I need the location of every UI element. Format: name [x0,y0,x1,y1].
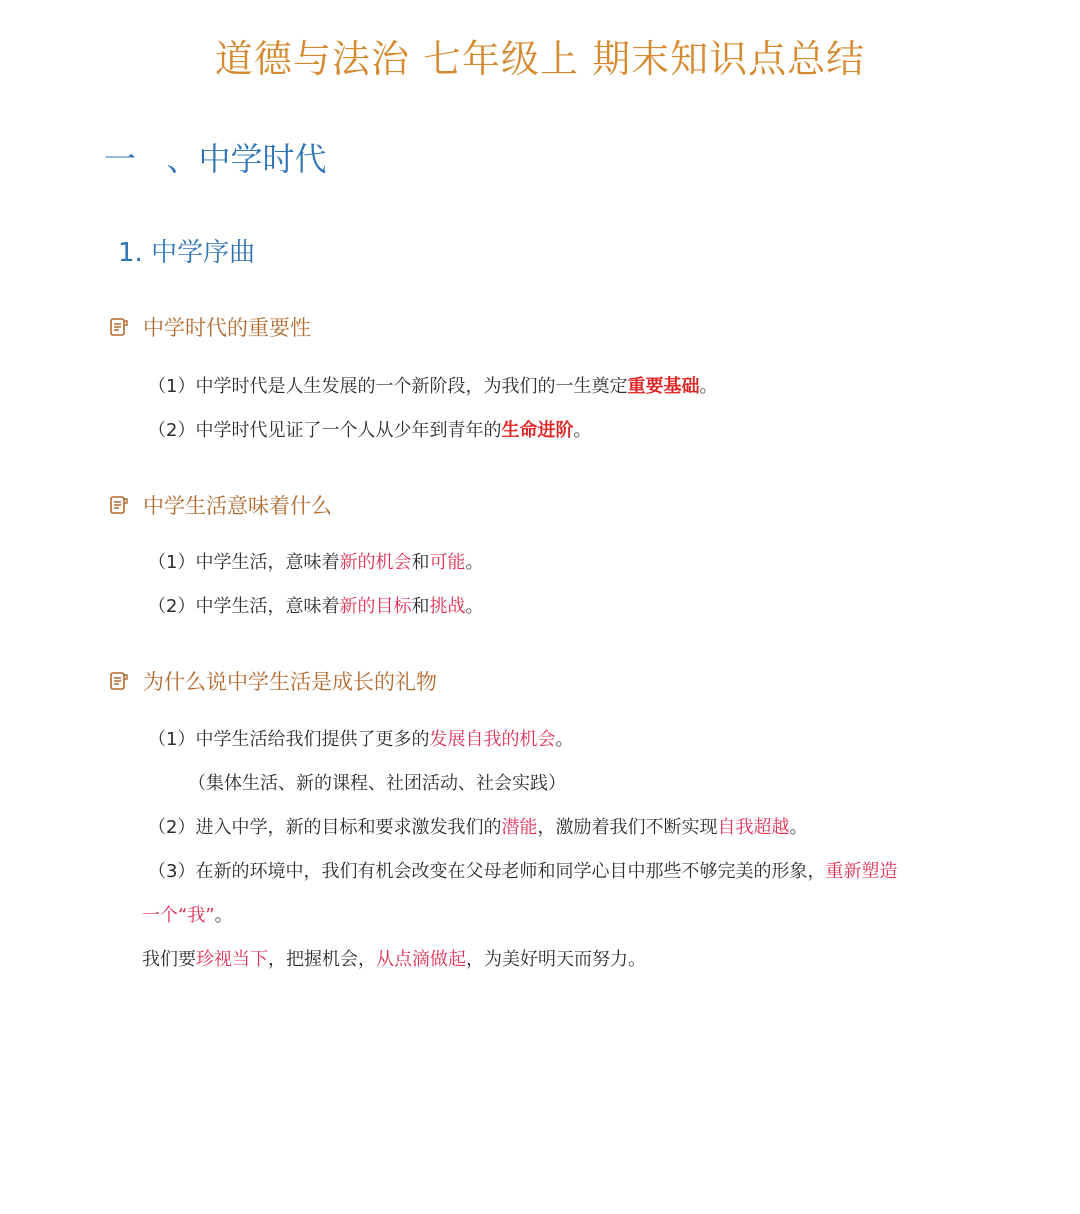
list-item: （2）中学生活，意味着新的目标和挑战。 [148,596,484,617]
topic-heading-text: 为什么说中学生活是成长的礼物 [143,670,437,694]
list-item: （2）中学时代见证了一个人从少年到青年的生命进阶。 [148,420,592,441]
highlight-text: 从点滴做起 [376,949,466,970]
highlight-text: 可能 [429,552,466,573]
highlight-text: 珍视当下 [196,949,268,970]
scroll-icon [108,316,130,338]
topic-heading-meaning [108,490,332,520]
section-separator: 、 [166,140,199,178]
list-item: （1）中学时代是人生发展的一个新阶段，为我们的一生奠定重要基础。 [148,376,718,397]
conclusion-line: 我们要珍视当下，把握机会，从点滴做起，为美好明天而努力。 [142,949,646,970]
highlight-text: 新的机会 [339,552,412,573]
highlight-text: 重新塑造 [825,861,898,882]
list-item-note: （集体生活、新的课程、社团活动、社会实践） [188,773,566,794]
topic-heading-text: 中学时代的重要性 [143,316,311,340]
highlight-text: 生命进阶 [501,420,574,441]
highlight-text: 潜能 [501,817,538,838]
subsection-heading: 1. 中学序曲 [118,238,256,268]
highlight-text: 一个“我” [142,905,215,926]
document-title: 道德与法治 七年级上 期末知识点总结 [214,37,866,81]
scroll-icon [108,494,130,516]
highlight-text: 挑战 [429,596,466,617]
highlight-text: 新的目标 [339,596,412,617]
highlight-text: 发展自我的机会 [429,729,556,750]
list-item: （2）进入中学，新的目标和要求激发我们的潜能，激励着我们不断实现自我超越。 [148,817,808,838]
section-number: 一 [104,140,137,178]
list-item: （3）在新的环境中，我们有机会改变在父母老师和同学心目中那些不够完美的形象，重新塑造 [148,861,898,882]
highlight-text: 自我超越 [717,817,790,838]
list-item: （1）中学生活给我们提供了更多的发展自我的机会。 [148,729,574,750]
section-title: 中学时代 [198,140,327,178]
topic-heading-text: 中学生活意味着什么 [143,494,332,518]
topic-heading-gift [108,666,437,696]
topic-heading-importance [108,312,311,342]
highlight-text: 重要基础 [627,376,700,397]
list-item: （1）中学生活，意味着新的机会和可能。 [148,552,484,573]
scroll-icon [108,670,130,692]
section-heading [104,134,327,180]
list-item-continuation: 一个“我”。 [142,905,233,926]
